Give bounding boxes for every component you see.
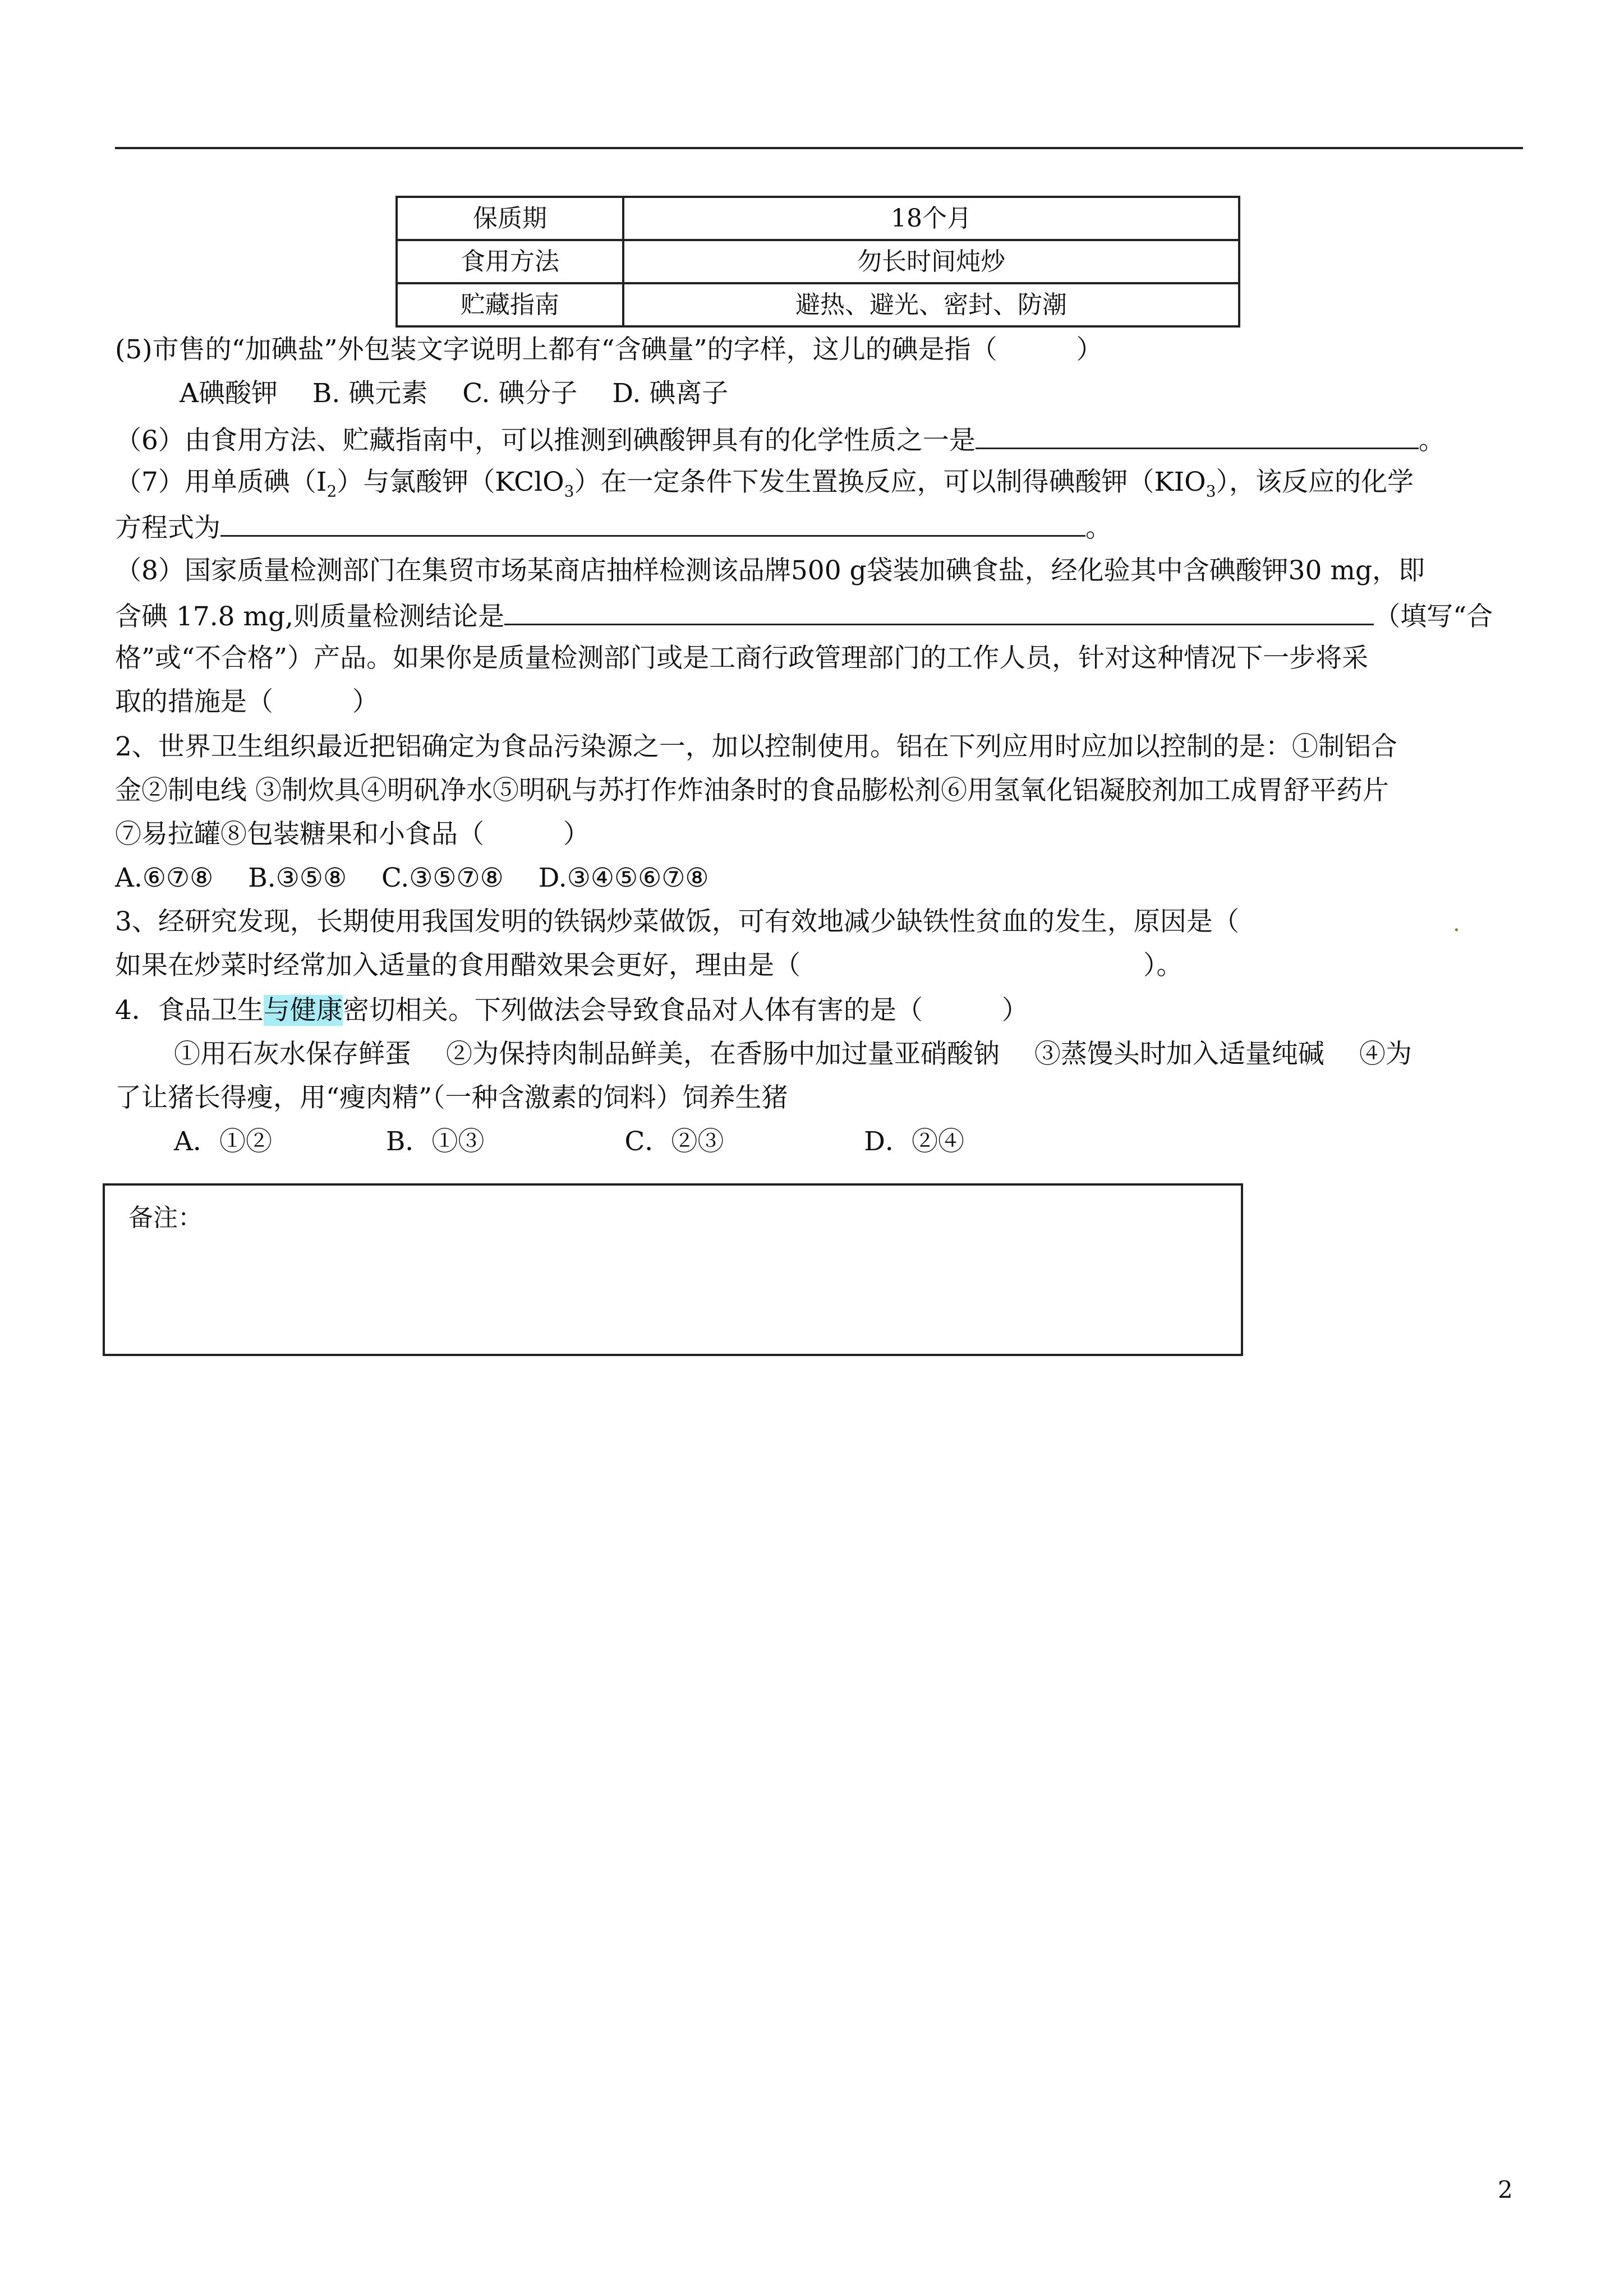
table-row xyxy=(397,197,1239,240)
answer-blank xyxy=(220,509,1085,537)
q8-line2-text: 含碘 17.8 mg,则质量检测结论是 xyxy=(115,601,505,632)
q7-line2 xyxy=(115,509,1112,545)
q4-text-a: 4．食品卫生 xyxy=(115,995,264,1026)
q2-options: A.⑥⑦⑧ B.③⑤⑧ C.③⑤⑦⑧ D.③④⑤⑥⑦⑧ xyxy=(115,863,709,893)
page-number: 2 xyxy=(1498,2176,1513,2203)
table-value: 避热、避光、密封、防潮 xyxy=(623,283,1239,326)
product-info-table xyxy=(395,196,1240,328)
table-key: 食用方法 xyxy=(397,240,623,283)
q4-text-b: 密切相关。下列做法会导致食品对人体有害的是（ ） xyxy=(342,995,1028,1026)
q5-stem: (5)市售的“加碘盐”外包装文字说明上都有“含碘量”的字样，这儿的碘是指（ ） xyxy=(115,334,1103,365)
q8-line1: （8）国家质量检测部门在集贸市场某商店抽样检测该品牌500 g袋装加碘食盐，经化验其中含碘酸钾30 mg，即 xyxy=(115,555,1425,586)
header-rule xyxy=(115,147,1523,149)
table-key: 贮藏指南 xyxy=(397,283,623,326)
stray-dot-mark: . xyxy=(1453,911,1460,937)
table-row xyxy=(397,283,1239,326)
q2-line1: 2、世界卫生组织最近把铝确定为食品污染源之一，加以控制使用。铝在下列应用时应加以控制的是：①制铝合 xyxy=(115,731,1397,762)
q7-text-b: ）与氯酸钾（KClO xyxy=(337,467,564,497)
q7-end: 。 xyxy=(1085,513,1112,543)
q6-stem: （6）由食用方法、贮藏指南中，可以推测到碘酸钾具有的化学性质之一是 xyxy=(115,425,976,456)
table-value: 18个月 xyxy=(623,197,1239,240)
q7-sub-3: 3 xyxy=(1206,482,1216,501)
table-value: 勿长时间炖炒 xyxy=(623,240,1239,283)
q5-options: A碘酸钾 B. 碘元素 C. 碘分子 D. 碘离子 xyxy=(180,378,729,409)
q7-sub-1: 2 xyxy=(326,482,337,501)
q8-line2-end: （填写“合 xyxy=(1374,601,1493,632)
q4-items-line1: ①用石灰水保存鲜蛋 ②为保持肉制品鲜美，在香肠中加过量亚硝酸钠 ③蒸馒头时加入适量纯碱 ④为 xyxy=(174,1039,1412,1069)
q7-line1 xyxy=(115,465,1414,508)
q7-text-c: ）在一定条件下发生置换反应，可以制得碘酸钾（KIO xyxy=(574,467,1206,497)
q6-end: 。 xyxy=(1418,425,1445,456)
table-row xyxy=(397,240,1239,283)
notes-label: 备注： xyxy=(128,1204,203,1232)
q8-line3: 格”或“不合格”）产品。如果你是质量检测部门或是工商行政管理部门的工作人员，针对这种情况下一步将采 xyxy=(115,643,1369,674)
q4-items-line2: 了让猪长得瘦，用“瘦肉精”（一种含激素的饲料）饲养生猪 xyxy=(115,1082,788,1113)
q7-sub-2: 3 xyxy=(564,482,574,501)
answer-blank xyxy=(976,422,1419,449)
q3-line1: 3、经研究发现，长期使用我国发明的铁锅炒菜做饭，可有效地减少缺铁性贫血的发生，原因是（ xyxy=(115,906,1239,937)
q2-line3: ⑦易拉罐⑧包装糖果和小食品（ ） xyxy=(115,819,590,850)
q7-text-d: ），该反应的化学 xyxy=(1216,467,1414,497)
table-key: 保质期 xyxy=(397,197,623,240)
q7-text-a: （7）用单质碘（I xyxy=(115,467,327,497)
q4-options: A．①② B．①③ C．②③ D．②④ xyxy=(174,1126,964,1157)
q7-line2-text: 方程式为 xyxy=(115,513,220,543)
q3-line2: 如果在炒菜时经常加入适量的食用醋效果会更好，理由是（ ）。 xyxy=(115,950,1183,981)
q4-stem xyxy=(115,994,1028,1027)
answer-blank xyxy=(504,598,1374,625)
q8-line2 xyxy=(115,598,1493,634)
q2-line2: 金②制电线 ③制炊具④明矾净水⑤明矾与苏打作炸油条时的食品膨松剂⑥用氢氧化铝凝胶剂加工成胃舒平药片 xyxy=(115,775,1389,806)
notes-box xyxy=(103,1183,1243,1356)
highlighted-text: 与健康 xyxy=(263,995,343,1026)
q8-line4: 取的措施是（ ） xyxy=(115,686,379,717)
q6-line xyxy=(115,422,1445,458)
